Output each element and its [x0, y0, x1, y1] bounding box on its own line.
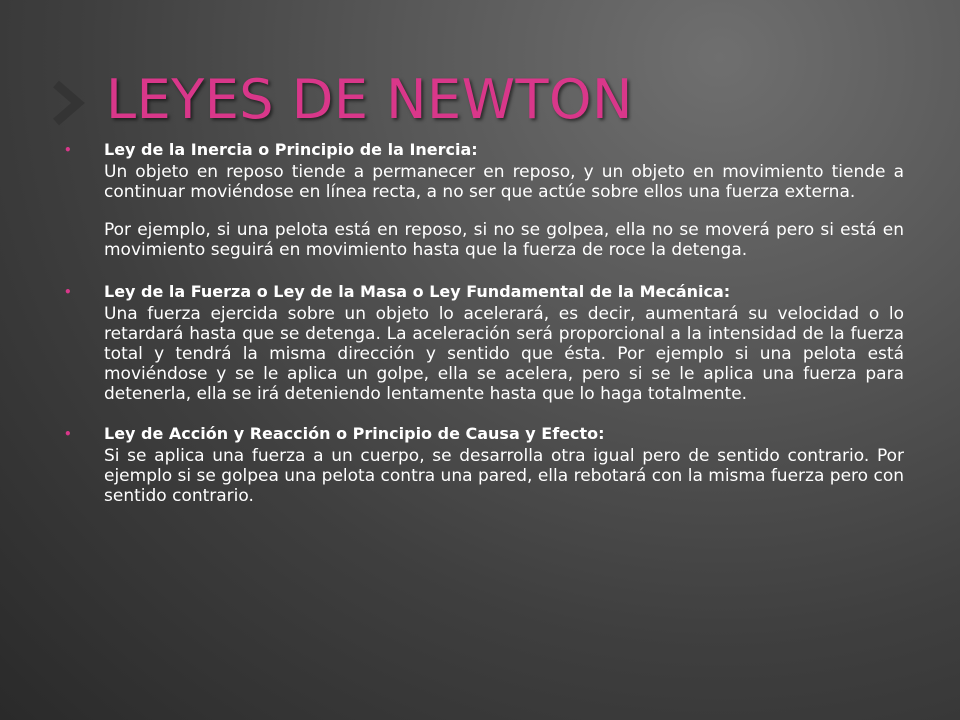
- law-section-action-reaction: [64, 422, 904, 506]
- law-section-force: [64, 280, 904, 404]
- bullet-dot-icon: •: [64, 427, 72, 441]
- section-heading-text: Ley de Acción y Reacción o Principio de Causa y Efecto:: [104, 424, 605, 443]
- section-paragraph: Por ejemplo, si una pelota está en reposo, si no se golpea, ella no se moverá pero si está en movimiento seguirá en movimiento hasta que la fuerza de roce la detenga.: [104, 220, 904, 260]
- law-section-inertia: [64, 138, 904, 260]
- bullet-dot-icon: •: [64, 143, 72, 157]
- chevron-right-icon: [48, 80, 94, 126]
- section-heading-text: Ley de la Inercia o Principio de la Inercia:: [104, 140, 478, 159]
- section-heading: [64, 138, 904, 162]
- section-heading: [64, 280, 904, 304]
- section-paragraph: Una fuerza ejercida sobre un objeto lo acelerará, es decir, aumentará su velocidad o lo retardará hasta que se detenga. La aceleración será proporcional a la intensidad de la fuerza total y tendrá la misma dirección y sentido que ésta. Por ejemplo si una pelota está moviéndose y se le aplica un golpe, ella se acelera, pero si se le aplica una fuerza para detenerla, ella se irá deteniendo lentamente hasta que lo haga totalmente.: [104, 304, 904, 404]
- section-heading: [64, 422, 904, 446]
- section-paragraph: Si se aplica una fuerza a un cuerpo, se desarrolla otra igual pero de sentido contrario. Por ejemplo si se golpea una pelota contra una pared, ella rebotará con la misma fuerza pero con sentido contrario.: [104, 446, 904, 506]
- bullet-dot-icon: •: [64, 285, 72, 299]
- slide-content: [64, 138, 904, 506]
- section-paragraph: Un objeto en reposo tiende a permanecer en reposo, y un objeto en movimiento tiende a continuar moviéndose en línea recta, a no ser que actúe sobre ellos una fuerza externa.: [104, 162, 904, 202]
- section-heading-text: Ley de la Fuerza o Ley de la Masa o Ley Fundamental de la Mecánica:: [104, 282, 731, 301]
- slide-title: LEYES DE NEWTON: [106, 68, 633, 131]
